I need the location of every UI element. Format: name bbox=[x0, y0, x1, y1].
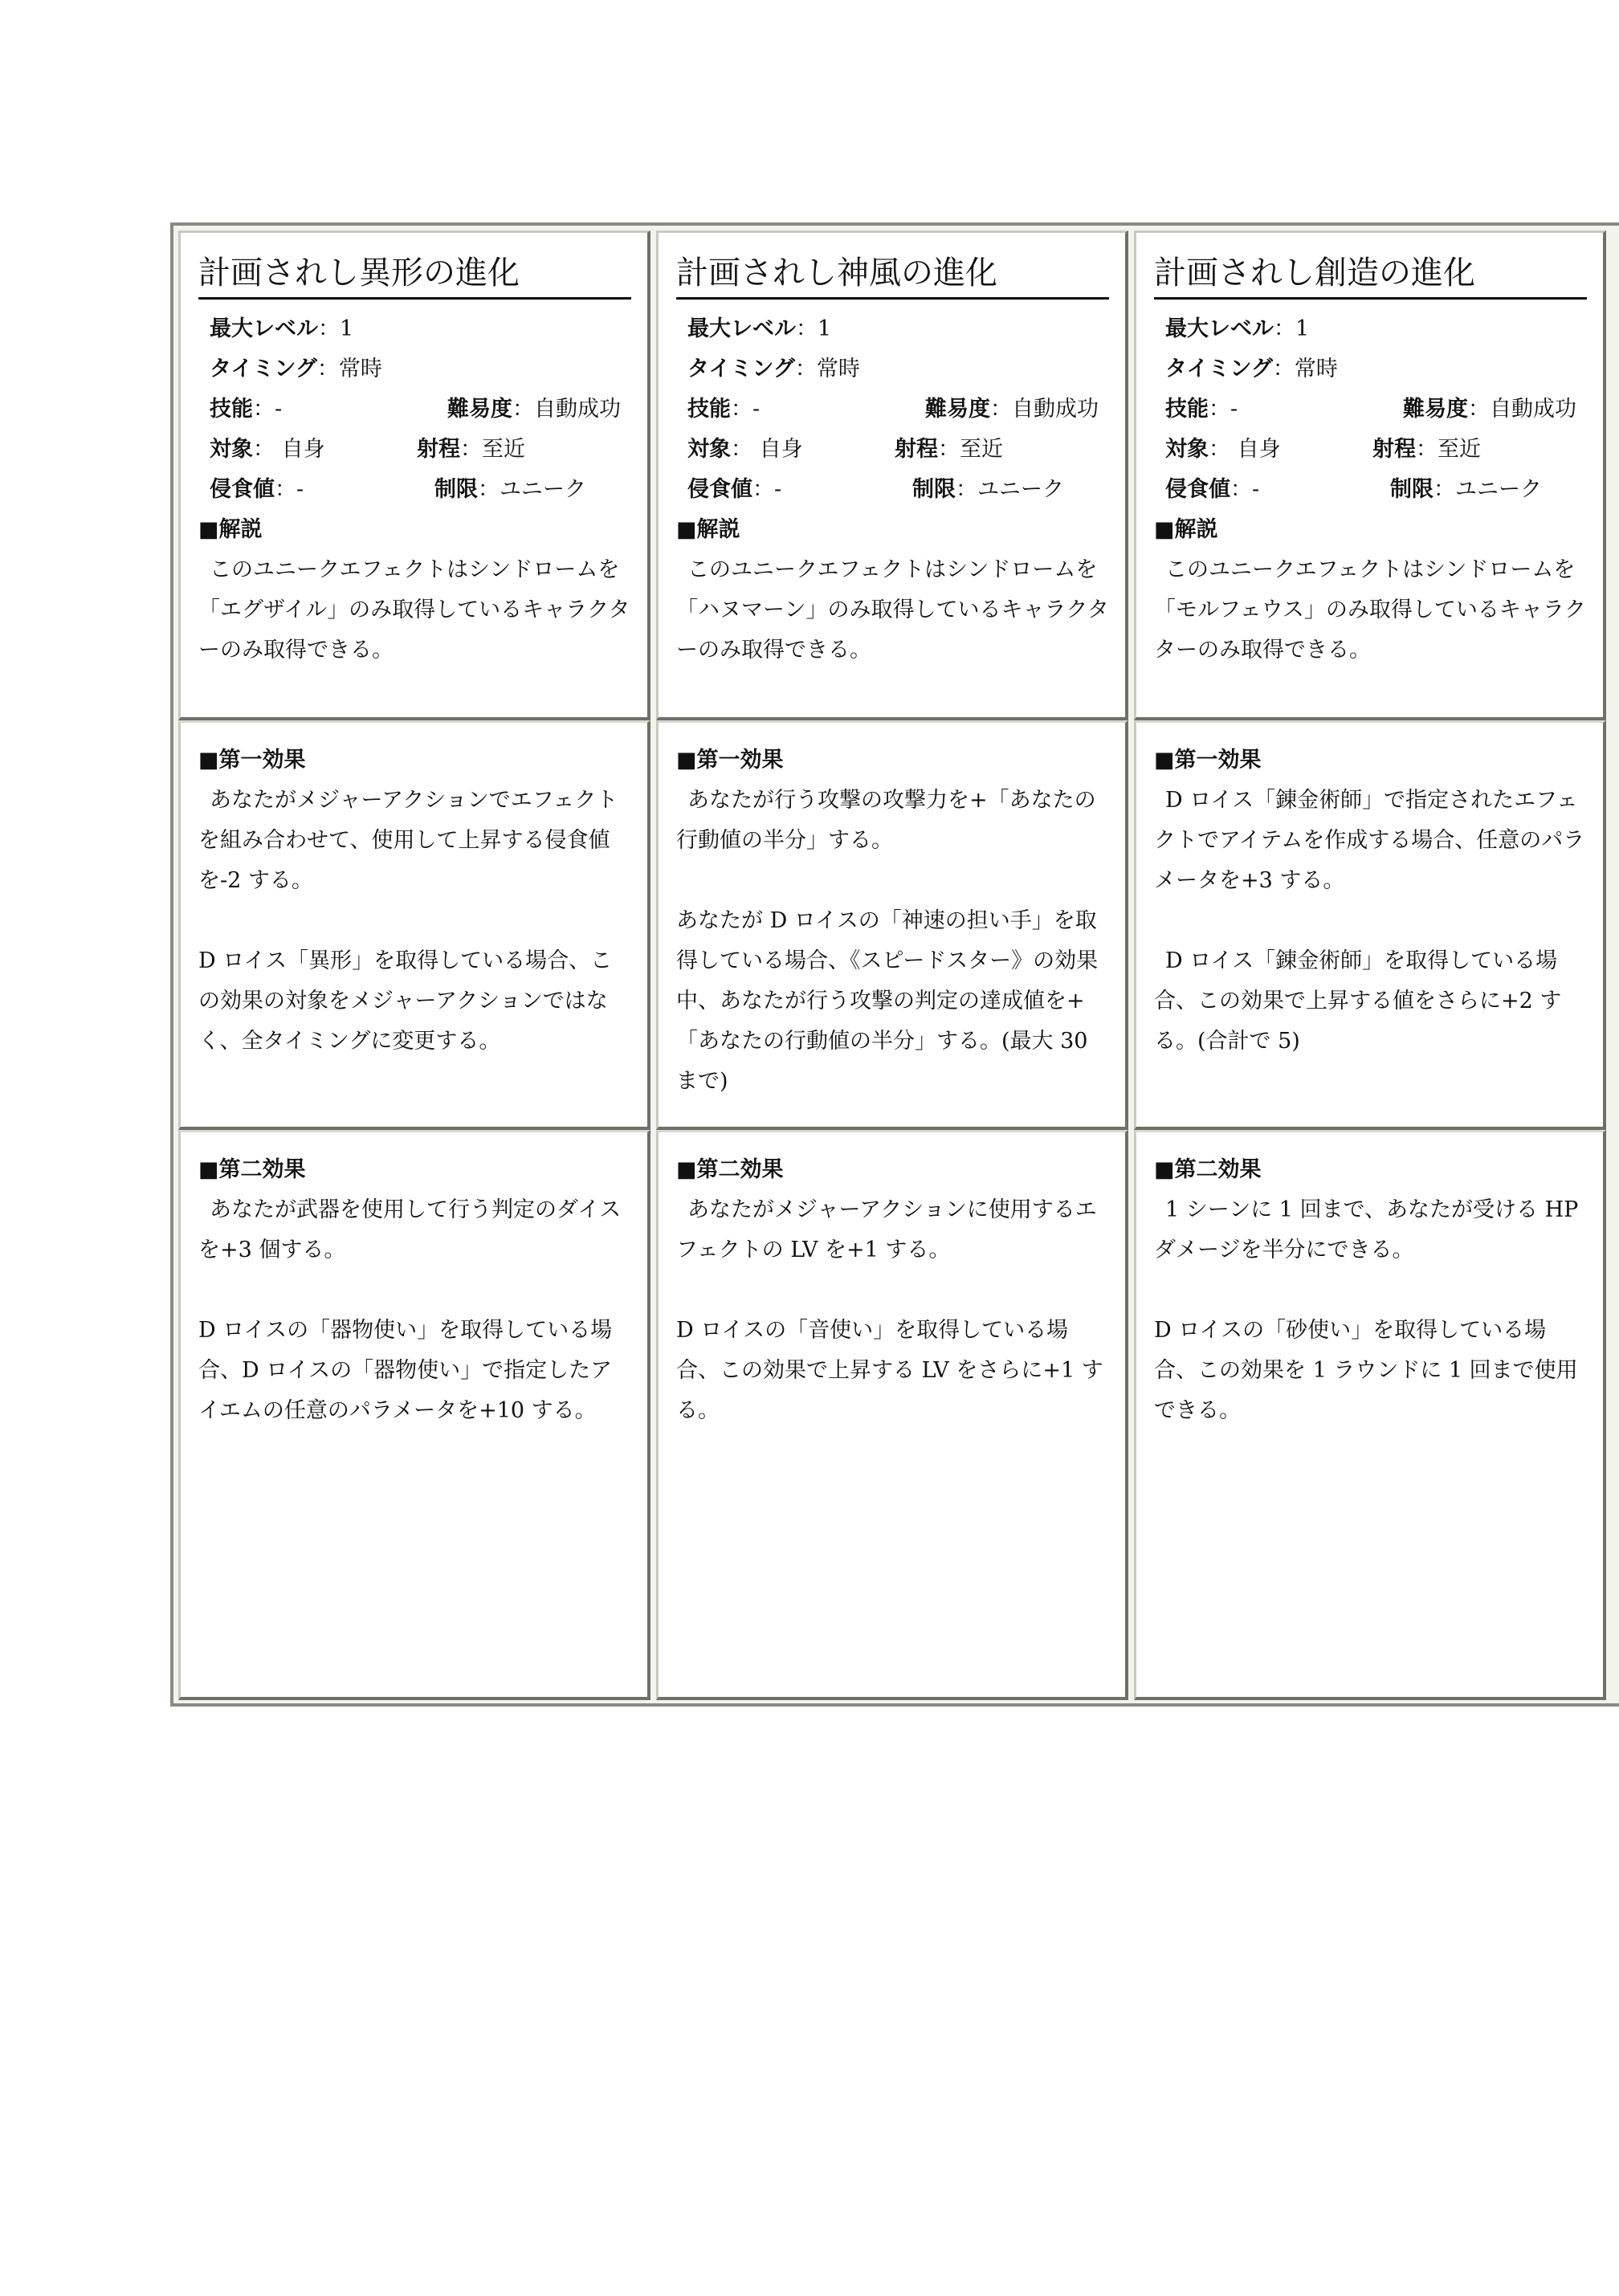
card-1-skill-difficulty: 技能：- 難易度：自動成功 bbox=[210, 397, 621, 422]
card-3-description: このユニークエフェクトはシンドロームを「モルフェウス」のみ取得しているキャラクターのみ取得できる。 bbox=[1154, 557, 1586, 663]
card-1-second-effect-cell bbox=[178, 1130, 650, 1700]
card-1-maxlevel: 最大レベル：1 bbox=[210, 316, 354, 341]
card-1-description: このユニークエフェクトはシンドロームを「エグザイル」のみ取得しているキャラクターのみ取得できる。 bbox=[198, 557, 630, 663]
card-1-header-cell bbox=[178, 230, 650, 720]
card-3-desc-head: ■解説 bbox=[1154, 517, 1218, 542]
card-1-erosion-limit: 侵食値：- 制限：ユニーク bbox=[210, 477, 586, 502]
card-2-second-effect-cell bbox=[656, 1130, 1128, 1700]
card-2-skill-difficulty: 技能：- 難易度：自動成功 bbox=[687, 397, 1099, 422]
card-2-first-effect-1: あなたが行う攻撃の攻撃力を+「あなたの行動値の半分」する。 bbox=[676, 788, 1096, 853]
card-1-desc-head: ■解説 bbox=[198, 517, 263, 542]
card-3-header-cell bbox=[1134, 230, 1606, 720]
card-3-first-effect-2: D ロイス「錬金術師」を取得している場合、この効果で上昇する値をさらに+2 する。(合計で 5) bbox=[1154, 948, 1562, 1054]
card-3-first-effect-cell bbox=[1134, 720, 1606, 1130]
card-2-title: 計画されし神風の進化 bbox=[676, 251, 1109, 300]
card-3-erosion-limit: 侵食値：- 制限：ユニーク bbox=[1165, 477, 1542, 502]
card-2-description: このユニークエフェクトはシンドロームを「ハヌマーン」のみ取得しているキャラクターのみ取得できる。 bbox=[676, 557, 1109, 663]
card-1-second-head: ■第二効果 bbox=[198, 1157, 306, 1182]
card-1-second-effect-2: D ロイスの「器物使い」を取得している場合、D ロイスの「器物使い」で指定したアイエムの任意のパラメータを+10 する。 bbox=[198, 1318, 613, 1423]
card-2-first-effect-cell bbox=[656, 720, 1128, 1130]
card-2-maxlevel: 最大レベル：1 bbox=[687, 316, 832, 341]
card-3-timing: タイミング：常時 bbox=[1165, 357, 1338, 381]
card-2-timing: タイミング：常時 bbox=[687, 357, 860, 381]
card-3-skill-difficulty: 技能：- 難易度：自動成功 bbox=[1165, 397, 1576, 422]
card-2-erosion-limit: 侵食値：- 制限：ユニーク bbox=[687, 477, 1064, 502]
card-3-second-head: ■第二効果 bbox=[1154, 1157, 1262, 1182]
card-2-first-effect-2: あなたが D ロイスの「神速の担い手」を取得している場合、《スピードスター》の効果中、あなたが行う攻撃の判定の達成値を+「あなたの行動値の半分」する。(最大 30 まで) bbox=[676, 908, 1099, 1094]
card-2-second-effect-1: あなたがメジャーアクションに使用するエフェクトの LV を+1 する。 bbox=[676, 1197, 1097, 1262]
card-1-first-head: ■第一効果 bbox=[198, 748, 306, 773]
card-3-first-head: ■第一効果 bbox=[1154, 748, 1262, 773]
effect-grid bbox=[178, 230, 1619, 1700]
card-1-first-effect-1: あなたがメジャーアクションでエフェクトを組み合わせて、使用して上昇する侵食値を-2 する。 bbox=[198, 788, 618, 893]
card-3-title: 計画されし創造の進化 bbox=[1154, 251, 1587, 300]
card-2-first-head: ■第一効果 bbox=[676, 748, 784, 773]
card-3-second-effect-2: D ロイスの「砂使い」を取得している場合、この効果を 1 ラウンドに 1 回まで使用できる。 bbox=[1154, 1318, 1578, 1423]
card-2-header-cell bbox=[656, 230, 1128, 720]
card-3-second-effect-cell bbox=[1134, 1130, 1606, 1700]
card-1-second-effect-1: あなたが武器を使用して行う判定のダイスを+3 個する。 bbox=[198, 1197, 622, 1262]
card-2-second-head: ■第二効果 bbox=[676, 1157, 784, 1182]
card-3-maxlevel: 最大レベル：1 bbox=[1165, 316, 1310, 341]
card-2-target-range: 対象： 自身 射程：至近 bbox=[687, 437, 1003, 462]
card-1-first-effect-2: D ロイス「異形」を取得している場合、この効果の対象をメジャーアクションではなく、全タイミングに変更する。 bbox=[198, 948, 613, 1054]
card-3-first-effect-1: D ロイス「錬金術師」で指定されたエフェクトでアイテムを作成する場合、任意のパラメータを+3 する。 bbox=[1154, 788, 1585, 893]
card-2-second-effect-2: D ロイスの「音使い」を取得している場合、この効果で上昇する LV をさらに+1 する。 bbox=[676, 1318, 1103, 1423]
card-1-title: 計画されし異形の進化 bbox=[198, 251, 631, 300]
card-1-target-range: 対象： 自身 射程：至近 bbox=[210, 437, 525, 462]
card-3-target-range: 対象： 自身 射程：至近 bbox=[1165, 437, 1481, 462]
card-3-second-effect-1: 1 シーンに 1 回まで、あなたが受ける HP ダメージを半分にできる。 bbox=[1154, 1197, 1579, 1262]
card-2-desc-head: ■解説 bbox=[676, 517, 740, 542]
effect-sheet-table bbox=[170, 222, 1619, 1707]
card-1-timing: タイミング：常時 bbox=[210, 357, 382, 381]
card-1-first-effect-cell bbox=[178, 720, 650, 1130]
